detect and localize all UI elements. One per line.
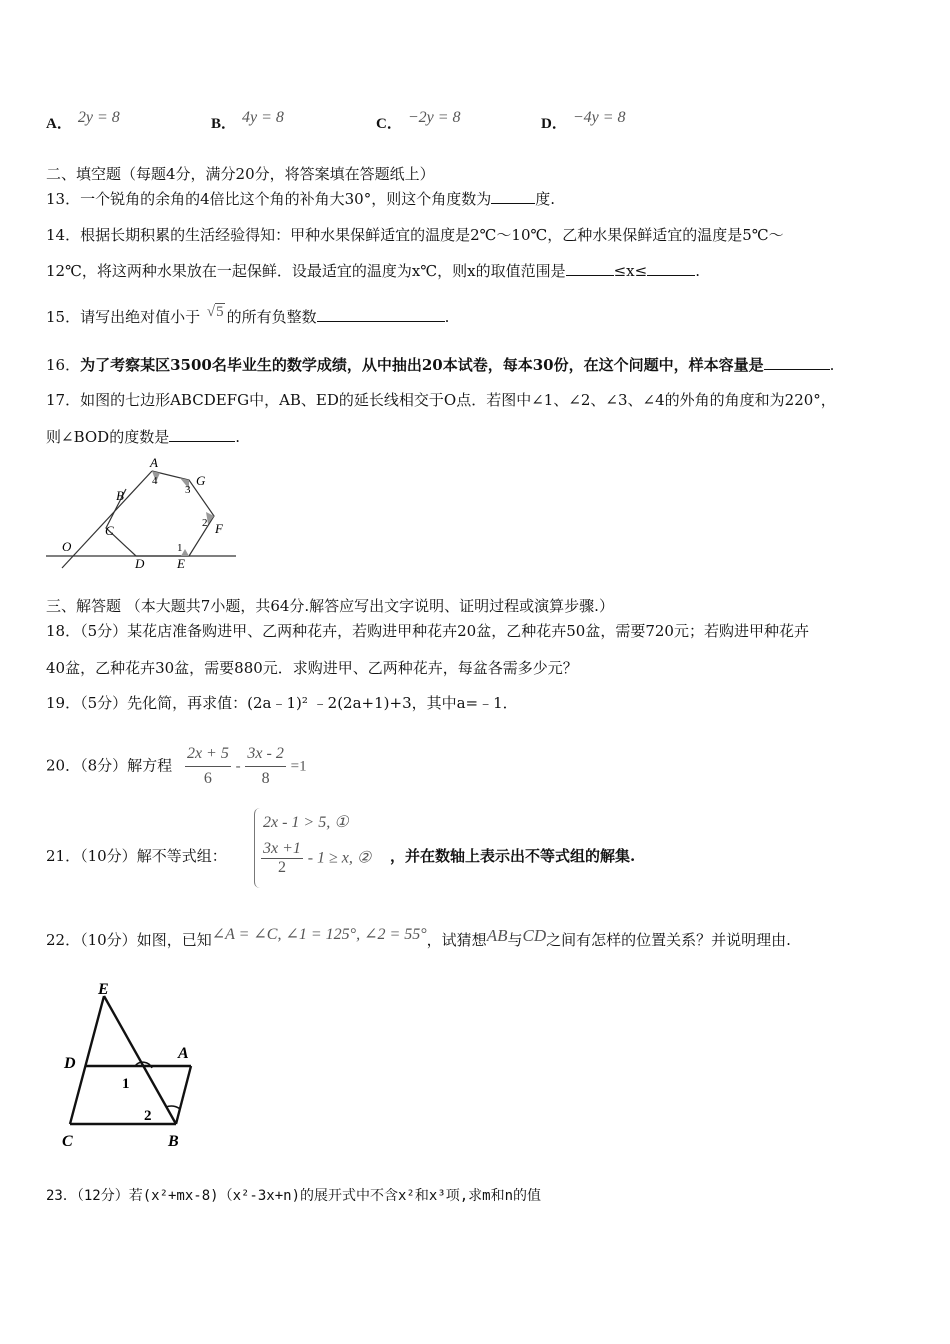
question-number: 19．: [46, 694, 81, 712]
question-score: （5分）: [80, 694, 128, 712]
equation-rhs: =1: [290, 758, 307, 775]
point-label-g: G: [196, 473, 206, 488]
question-text: 如图的七边形ABCDEFG中，AB、ED的延长线相交于O点．若图中∠1、∠2、∠3、∠4的外角的角度和为220°，: [80, 391, 836, 409]
option-expr: 2y = 8: [77, 109, 120, 126]
question-18-line2: [46, 658, 578, 678]
option-expr: −4y = 8: [572, 109, 626, 126]
question-text: 则∠BOD的度数是: [46, 428, 170, 446]
question-14-line1: [46, 225, 784, 245]
option-a: [46, 109, 120, 133]
angle-label-2: 2: [202, 517, 208, 529]
question-tail: 度.: [535, 190, 556, 208]
inequality-system: [254, 808, 372, 888]
point-label-e: E: [98, 981, 109, 998]
option-d: [541, 109, 626, 133]
answer-blank[interactable]: [647, 261, 695, 276]
question-tail: .: [695, 262, 700, 280]
question-text: 解方程: [127, 756, 173, 775]
option-label: A．: [46, 116, 72, 132]
question-16: [46, 355, 834, 375]
question-text: 请写出绝对值小于: [80, 308, 201, 326]
fraction-numerator: 2x + 5: [185, 742, 231, 767]
point-label-e: E: [177, 556, 185, 571]
question-13: [46, 189, 555, 209]
parallel-lines-figure: [56, 976, 206, 1154]
answer-blank[interactable]: [317, 307, 445, 322]
operator: -: [235, 758, 241, 775]
question-tail: 之间有怎样的位置关系？并说明理由.: [546, 931, 791, 949]
option-label: B．: [211, 116, 237, 132]
question-text: 某花店准备购进甲、乙两种花卉，若购进甲种花卉20盆，乙种花卉50盆，需要720元；若购进甲种花卉: [127, 622, 809, 640]
answer-blank[interactable]: [764, 355, 830, 370]
question-18-line1: [46, 621, 809, 641]
fraction-numerator: 3x +1: [263, 840, 301, 857]
question-text: ≤x≤: [613, 262, 648, 280]
angle-label-1: 1: [122, 1076, 130, 1092]
question-tail: .: [444, 308, 450, 326]
question-text: 先化简，再求值：(2a﹣1)² ﹣2(2a+1)+3，其中a=﹣1．: [127, 694, 518, 712]
point-label-o: O: [62, 539, 72, 554]
radicand: 5: [216, 304, 224, 320]
question-text: 如图，已知: [136, 931, 212, 949]
question-score: （8分）: [80, 756, 128, 775]
heptagon-figure: [44, 456, 240, 572]
question-20: [46, 742, 307, 791]
point-label-a: A: [178, 1045, 189, 1062]
question-text: 12℃，将这两种水果放在一起保鲜．设最适宜的温度为x℃，则x的取值范围是: [46, 262, 566, 280]
option-expr: 4y = 8: [242, 109, 284, 126]
question-number: 13．: [46, 190, 81, 208]
angle-label-3: 3: [185, 484, 191, 496]
inequality-2: [261, 840, 371, 877]
fraction-denominator: 2: [277, 859, 286, 876]
section3-title: 三、解答题 （本大题共7小题，共64分.解答应写出文字说明、证明过程或演算步骤.）: [46, 597, 614, 615]
question-score: （5分）: [80, 622, 128, 640]
fraction: [185, 742, 231, 791]
question-21-tail: ，并在数轴上表示出不等式组的解集.: [390, 847, 636, 865]
point-label-d: D: [64, 1055, 76, 1072]
fraction: [245, 742, 285, 791]
segment-ab: AB: [486, 926, 508, 945]
question-number: 20．: [46, 756, 81, 775]
question-text: ，试猜想: [426, 931, 487, 949]
question-17-line2: [46, 427, 240, 447]
question-text: 的所有负整数: [226, 308, 317, 326]
angle-label-2: 2: [144, 1108, 152, 1124]
question-number: 17．: [46, 391, 81, 409]
fraction-denominator: 8: [261, 770, 270, 787]
question-number: 23．: [46, 1188, 77, 1204]
question-text: 为了考察某区3500名毕业生的数学成绩，从中抽出20本试卷，每本30份，在这个问题中，样本容量是: [80, 356, 764, 374]
angle-label-1: 1: [177, 542, 183, 554]
point-label-f: F: [215, 521, 223, 536]
given-conditions: ∠A = ∠C, ∠1 = 125°, ∠2 = 55°: [211, 926, 427, 943]
question-tail: .: [829, 356, 835, 374]
question-21: [46, 846, 227, 866]
fraction-denominator: 6: [203, 770, 212, 787]
point-label-c: C: [105, 523, 114, 538]
question-19: [46, 693, 518, 713]
question-score: （12分）: [76, 1188, 129, 1204]
option-expr: −2y = 8: [407, 109, 461, 126]
question-text: 根据长期积累的生活经验得知：甲种水果保鲜适宜的温度是2℃～10℃，乙种水果保鲜适宜的温度是5℃～: [80, 226, 784, 244]
question-text: 解不等式组：: [136, 847, 227, 865]
question-tail: .: [235, 428, 240, 446]
section2-title: 二、填空题（每题4分，满分20分，将答案填在答题纸上）: [46, 165, 435, 183]
question-number: 22．: [46, 931, 81, 949]
answer-blank[interactable]: [169, 427, 235, 442]
question-15: [46, 304, 450, 328]
point-label-a: A: [150, 456, 158, 470]
question-number: 14．: [46, 226, 81, 244]
question-number: 18．: [46, 622, 81, 640]
answer-blank[interactable]: [566, 261, 614, 276]
question-number: 16．: [46, 356, 81, 374]
inequality-1: 2x - 1 > 5, ①: [263, 814, 349, 831]
question-text: 与: [507, 931, 523, 949]
option-label: D．: [541, 116, 567, 132]
point-label-b: B: [168, 1133, 179, 1150]
fraction: [261, 840, 303, 877]
question-14-line2: [46, 261, 700, 281]
question-22: [46, 926, 791, 951]
option-label: C．: [376, 116, 402, 132]
question-23: [46, 1186, 541, 1206]
question-number: 21．: [46, 847, 81, 865]
sqrt-expr: √5: [206, 304, 224, 320]
question-text: 若(x²+mx-8)（x²-3x+n)的展开式中不含x²和x³项,求m和n的值: [128, 1188, 542, 1204]
segment-cd: CD: [522, 926, 547, 945]
question-number: 15．: [46, 308, 81, 326]
question-text: 一个锐角的余角的4倍比这个角的补角大30°，则这个角度数为: [80, 190, 492, 208]
answer-blank[interactable]: [491, 189, 535, 204]
question-score: （10分）: [80, 931, 137, 949]
option-c: [376, 109, 461, 133]
question-score: （10分）: [80, 847, 137, 865]
angle-label-4: 4: [152, 475, 158, 487]
fraction-numerator: 3x - 2: [245, 742, 285, 767]
option-b: [211, 109, 284, 133]
inequality-rest: - 1 ≥ x, ②: [307, 849, 372, 867]
question-text: 40盆，乙种花卉30盆，需要880元．求购进甲、乙两种花卉，每盆各需多少元？: [46, 659, 578, 677]
point-label-d: D: [135, 556, 145, 571]
point-label-c: C: [62, 1133, 73, 1150]
point-label-b: B: [116, 488, 124, 503]
question-17-line1: [46, 390, 836, 410]
